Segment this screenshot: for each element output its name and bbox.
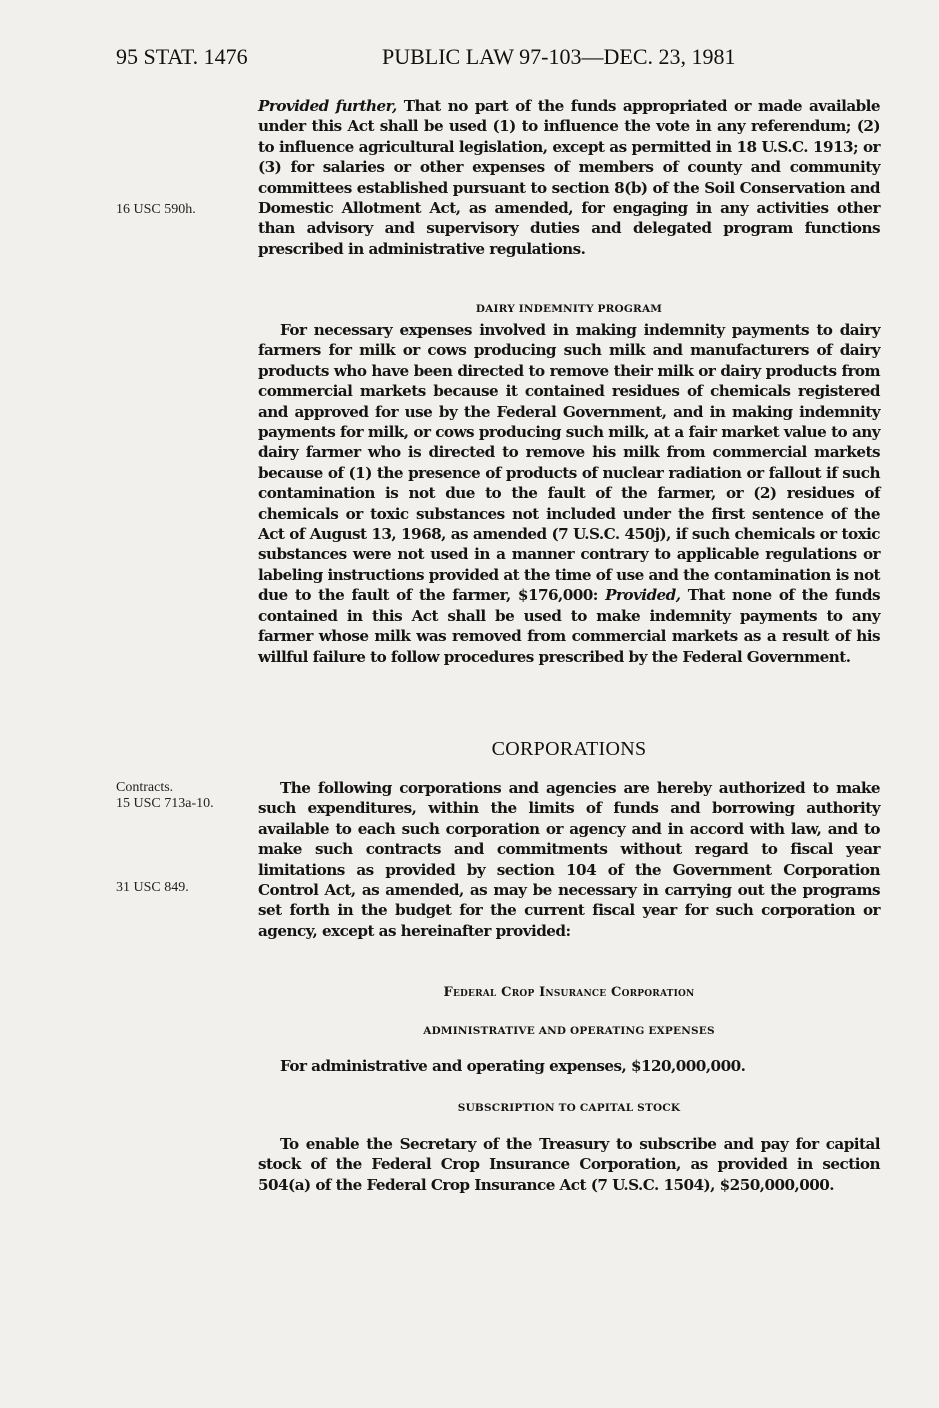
- provided-further-text: That no part of the funds appropriated or made available under this Act shall be used (1) to influence the vote in any referendum; (2) to influence agricultural legislation, except as permitted in 18 U.S.C. 1913; or (3) for salaries or other expenses of members of county and community committees established pursuant to section 8(b) of the Soil Conservation and Domestic Allotment Act, as amended, for engaging in any activities other than advisory and supervisory duties and delegated program functions prescribed in administrative regulations.: [258, 97, 881, 258]
- admin-expenses-heading: ADMINISTRATIVE AND OPERATING EXPENSES: [423, 1025, 715, 1037]
- corporations-paragraph: [258, 778, 880, 941]
- margin-note-usc-849: 31 USC 849.: [116, 880, 189, 895]
- capital-stock-paragraph: [258, 1134, 880, 1195]
- capital-stock-heading: SUBSCRIPTION TO CAPITAL STOCK: [457, 1102, 681, 1114]
- law-title: PUBLIC LAW 97-103—DEC. 23, 1981: [382, 44, 736, 69]
- capital-stock-text: To enable the Secretary of the Treasury to subscribe and pay for capital stock of the Federal Crop Insurance Corporation, as provided in section 504(a) of the Federal Crop Insurance Act (7 U.S.C. 1504), $250,000,000.: [258, 1135, 880, 1194]
- corporations-text: The following corporations and agencies are hereby authorized to make such expenditures, within the limits of funds and borrowing authority available to each such corporation or agency and in accord with law, and to make such contracts and commitments without regard to fiscal year limitations as provided by section 104 of the Government Corporation Control Act, as amended, as may be necessary in carrying out the programs set forth in the budget for the current fiscal year for such corporation or agency, except as hereinafter provided:: [258, 779, 880, 940]
- dairy-text-before: For necessary expenses involved in making indemnity payments to dairy farmers for milk or cows producing such milk and manufacturers of dairy products who have been directed to remove their milk or dairy products from commercial markets because it contained residues of chemicals registered and approved for use by the Federal Government, and in making indemnity payments for milk, or cows producing such milk, at a fair market value to any dairy farmer who is directed to remove his milk from commercial markets because of (1) the presence of products of nuclear radiation or fallout if such contamination is not due to the fault of the farmer, or (2) residues of chemicals or toxic substances not included under the first sentence of the Act of August 13, 1968, as amended (7 U.S.C. 450j), if such chemicals or toxic substances were not used in a manner contrary to applicable regulations or labeling instructions provided at the time of use and the contamination is not due to the fault of the farmer, $176,000:: [258, 321, 880, 605]
- provided-further-paragraph: [258, 96, 880, 259]
- margin-note-usc-713a: 15 USC 713a-10.: [116, 796, 214, 811]
- admin-expenses-text: For administrative and operating expenses, $120,000,000.: [280, 1057, 746, 1075]
- dairy-indemnity-heading: DAIRY INDEMNITY PROGRAM: [475, 303, 663, 315]
- fcic-heading: Federal Crop Insurance Corporation: [443, 985, 695, 1000]
- dairy-text-after: That none of the funds contained in this Act shall be used to make indemnity payments to any farmer whose milk was removed from commercial markets as a result of his willful failure to follow procedures prescribed by the Federal Government.: [258, 586, 880, 666]
- corporations-heading: CORPORATIONS: [491, 738, 647, 760]
- page-header: [116, 44, 879, 74]
- margin-note-contracts: Contracts.: [116, 780, 174, 795]
- margin-note-usc-590h: 16 USC 590h.: [116, 202, 196, 217]
- dairy-indemnity-paragraph: [258, 320, 880, 667]
- provided-further-lead: Provided further,: [258, 97, 397, 115]
- dairy-provided: Provided,: [605, 586, 681, 605]
- admin-expenses-paragraph: [258, 1056, 880, 1076]
- stat-page-number: 95 STAT. 1476: [116, 44, 248, 69]
